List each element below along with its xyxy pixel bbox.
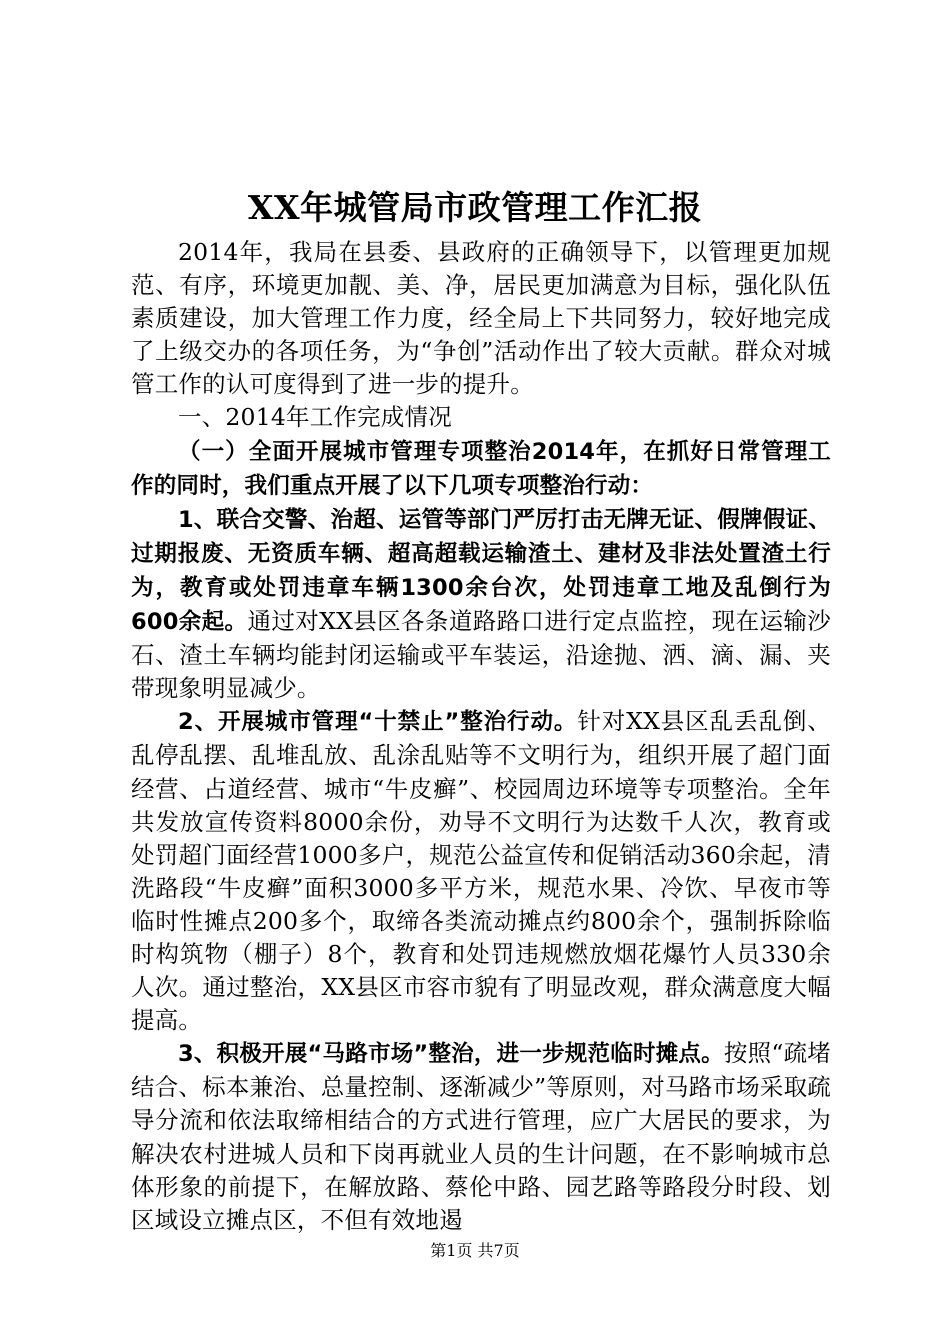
section-heading	[131, 401, 831, 434]
item-text: 通过对XX县区各条道路路口进行定点监控，现在运输沙石、渣土车辆均能封闭运输或平车装运，沿途抛、洒、滴、漏、夹带现象明显减少。	[131, 607, 831, 703]
paragraph-item-1	[131, 503, 831, 706]
subsection-heading	[131, 435, 831, 503]
item-text: 按照“疏堵结合、标本兼治、总量控制、逐渐减少”等原则，对马路市场采取疏导分流和依法取缔相结合的方式进行管理，应广大居民的要求，为解决农村进城人员和下岗再就业人员的生计问题，在不影响城市总体形象的前提下，在解放路、蔡伦中路、园艺路等路段分时段、划区域设立摊点区，不但有效地遏	[131, 1039, 832, 1234]
paragraph-text: 2014年，我局在县委、县政府的正确领导下，以管理更加规范、有序，环境更加靓、美、净，居民更加满意为目标，强化队伍素质建设，加大管理工作力度，经全局上下共同努力，较好地完成了上级交办的各项任务，为“争创”活动作出了较大贡献。群众对城管工作的认可度得到了进一步的提升。	[131, 238, 831, 399]
item-text: 针对XX县区乱丢乱倒、乱停乱摆、乱堆乱放、乱涂乱贴等不文明行为，组织开展了超门面经营、占道经营、城市“牛皮癣”、校园周边环境等专项整治。全年共发放宣传资料8000余份，劝导不文明行为达数千人次，教育或处罚超门面经营1000多户，规范公益宣传和促销活动360余起，清洗路段“牛皮癣”面积3000多平方米，规范水果、冷饮、早夜市等临时性摊点200多个，取缔各类流动摊点约800余个，强制拆除临时构筑物（棚子）8个，教育和处罚违规燃放烟花爆竹人员330余人次。通过整治，XX县区市容市貌有了明显改观，群众满意度大幅提高。	[131, 707, 831, 1035]
item-lead: 2、开展城市管理“十禁止”整治行动。	[178, 709, 578, 736]
heading-text: 一、2014年工作完成情况	[178, 403, 452, 432]
page-footer: 第1页 共7页	[430, 1241, 520, 1260]
document-body	[131, 236, 831, 1237]
paragraph-item-3	[131, 1037, 831, 1237]
subsection-lead: （一）全面开展城市管理专项整治2014年，在抓好日常管理工作的同时，我们重点开展了以下几项专项整治行动：	[131, 438, 831, 499]
item-lead: 3、积极开展“马路市场”整治，进一步规范临时摊点。	[178, 1041, 724, 1068]
item-lead: 1、联合交警、治超、运管等部门严厉打击无牌无证、假牌假证、过期报废、无资质车辆、超高超载运输渣土、建材及非法处置渣土行为，教育或处罚违章车辆1300余台次，处罚违章工地及乱倒行为600余起。	[131, 506, 831, 636]
paragraph-intro	[131, 236, 831, 401]
paragraph-item-2	[131, 705, 831, 1037]
document-title: XX年城管局市政管理工作汇报	[247, 188, 703, 227]
